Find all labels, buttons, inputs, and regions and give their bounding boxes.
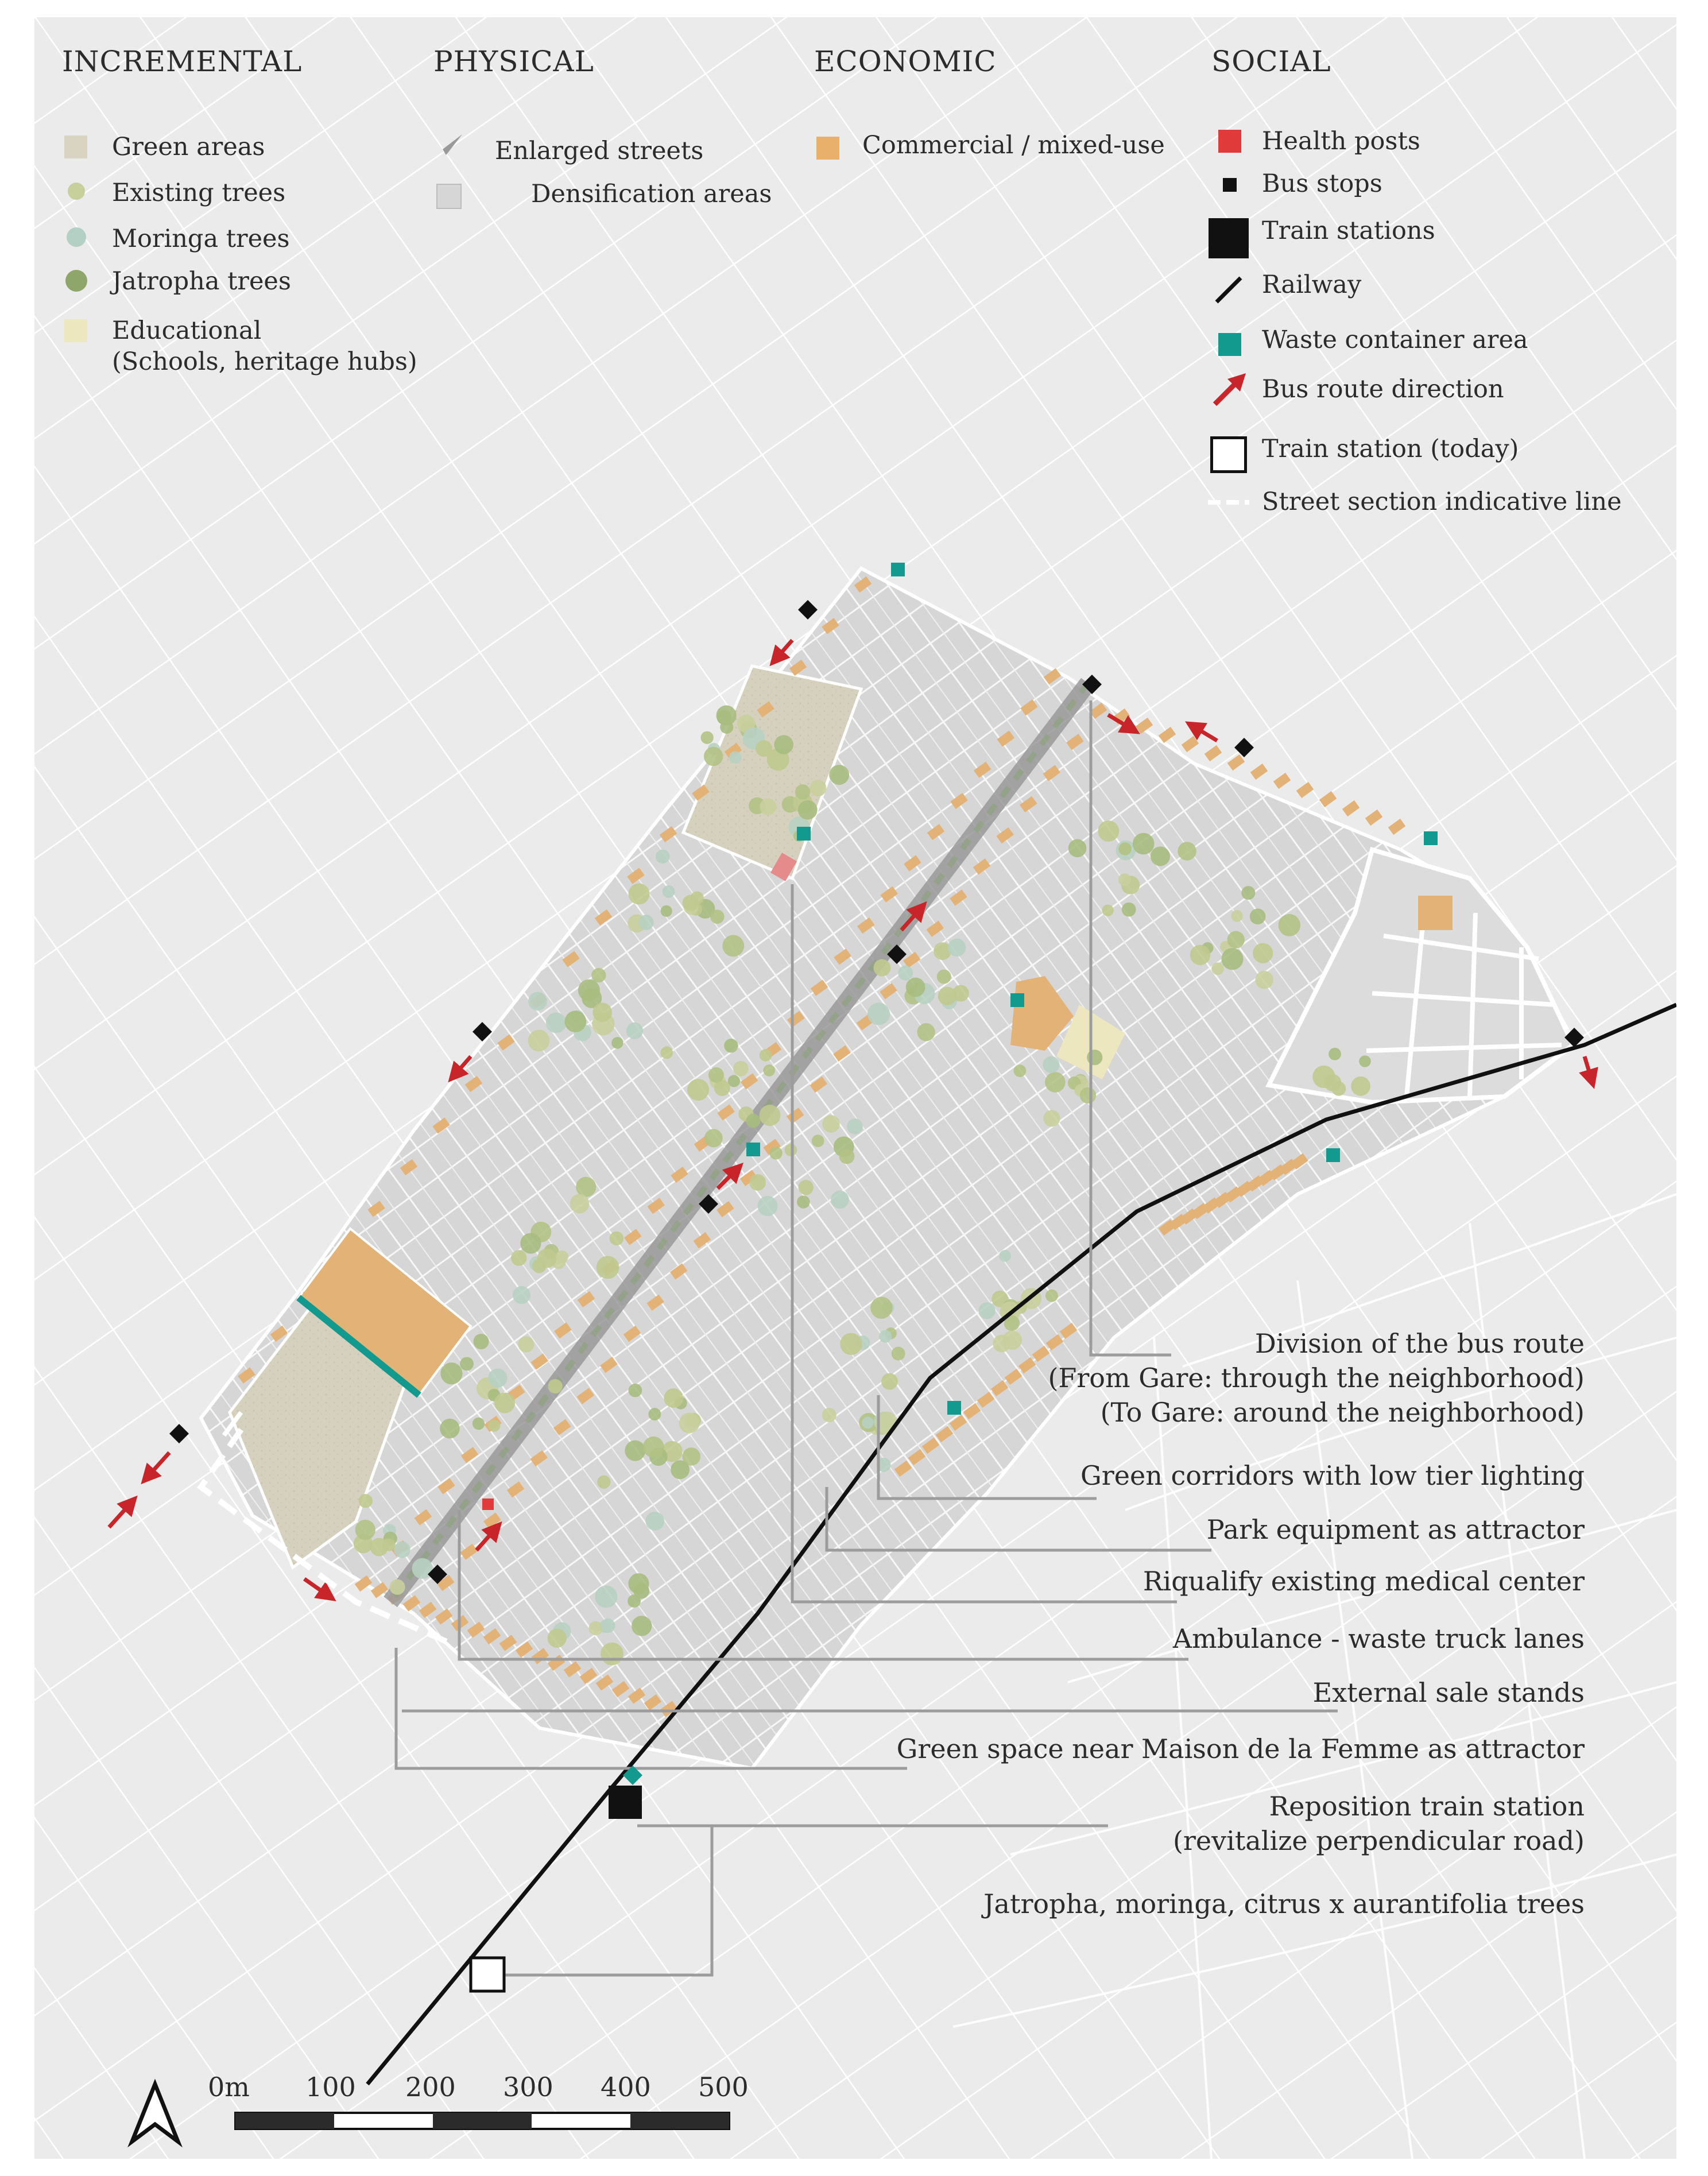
- annotation-ambulance-lanes: [781, 1621, 1585, 1656]
- annotation-sale-stands: [781, 1675, 1585, 1710]
- annotation-line: Jatropha, moringa, citrus x aurantifolia trees: [983, 1888, 1585, 1919]
- legend-item-existing-trees: Existing trees: [112, 179, 286, 207]
- legend-heading-incremental: INCREMENTAL: [62, 45, 303, 78]
- legend-item-commercial: Commercial / mixed-use: [862, 131, 1165, 160]
- annotations: [34, 17, 1585, 2159]
- annotation-park-equipment: [781, 1512, 1585, 1547]
- annotation-line: (revitalize perpendicular road): [1172, 1825, 1585, 1856]
- scale-label: 100: [305, 2072, 356, 2103]
- scale-label: 200: [405, 2072, 456, 2103]
- annotation-line: (From Gare: through the neighborhood): [1048, 1362, 1585, 1393]
- annotation-line: Riqualify existing medical center: [1142, 1566, 1585, 1597]
- annotation-line: Reposition train station: [1269, 1791, 1585, 1822]
- legend-item-waste-container: Waste container area: [1262, 326, 1528, 354]
- legend-heading-social: SOCIAL: [1211, 45, 1331, 78]
- legend-item-train-station-today: Train station (today): [1262, 435, 1519, 463]
- legend-item-educational-detail: (Schools, heritage hubs): [112, 347, 417, 376]
- annotation-tree-species: [781, 1887, 1585, 1921]
- legend-item-railway: Railway: [1262, 270, 1362, 299]
- legend-item-jatropha-trees: Jatropha trees: [112, 267, 291, 296]
- legend-heading-economic: ECONOMIC: [814, 45, 997, 78]
- annotation-line: Green space near Maison de la Femme as attractor: [896, 1733, 1585, 1764]
- annotation-line: External sale stands: [1312, 1677, 1585, 1708]
- legend-item-educational: Educational: [112, 316, 262, 345]
- legend-item-moringa-trees: Moringa trees: [112, 224, 290, 253]
- legend-item-enlarged-streets: Enlarged streets: [495, 137, 704, 165]
- annotation-line: Green corridors with low tier lighting: [1080, 1460, 1585, 1491]
- scale-label: 500: [698, 2072, 749, 2103]
- legend-item-bus-route-direction: Bus route direction: [1262, 375, 1504, 404]
- legend-heading-physical: PHYSICAL: [433, 45, 594, 78]
- legend-item-densification-areas: Densification areas: [531, 180, 772, 208]
- annotation-medical-center: [781, 1564, 1585, 1598]
- legend-item-health-posts: Health posts: [1262, 127, 1420, 156]
- annotation-bus-route-division: [781, 1326, 1585, 1430]
- map-canvas: [34, 17, 1676, 2159]
- annotation-line: (To Gare: around the neighborhood): [1100, 1397, 1585, 1428]
- annotation-maison-de-la-femme: [781, 1732, 1585, 1766]
- legend-item-green-areas: Green areas: [112, 133, 265, 161]
- annotation-reposition-station: [781, 1789, 1585, 1858]
- scale-label: 400: [601, 2072, 651, 2103]
- scale-label: 0m: [208, 2072, 250, 2103]
- legend-item-street-section-line: Street section indicative line: [1262, 487, 1622, 516]
- legend-item-bus-stops: Bus stops: [1262, 169, 1382, 198]
- annotation-line: Ambulance - waste truck lanes: [1172, 1623, 1585, 1654]
- legend-item-train-stations: Train stations: [1262, 216, 1435, 245]
- annotation-line: Division of the bus route: [1254, 1328, 1585, 1359]
- annotation-green-corridors: [781, 1458, 1585, 1493]
- annotation-line: Park equipment as attractor: [1206, 1514, 1585, 1545]
- scale-label: 300: [503, 2072, 553, 2103]
